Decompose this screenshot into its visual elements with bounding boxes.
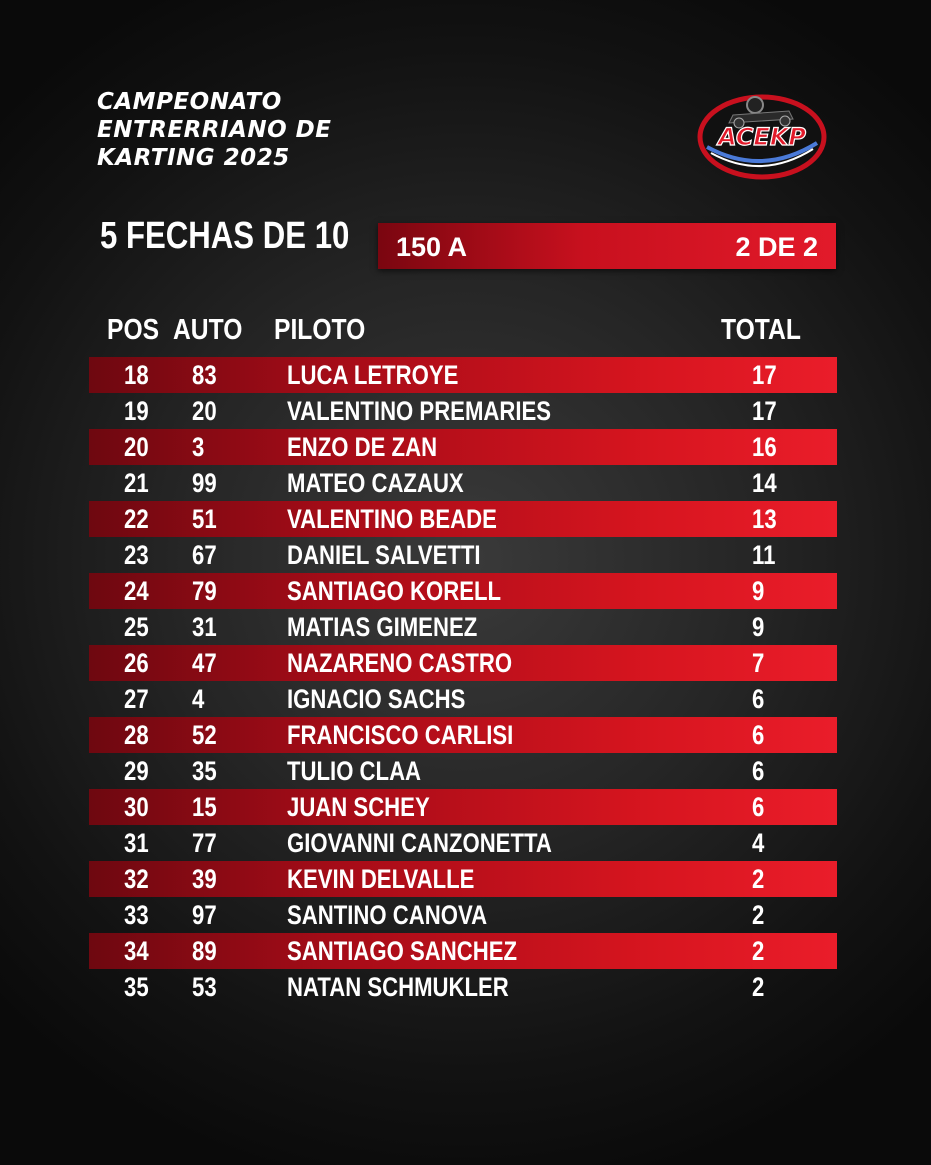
table-row xyxy=(0,537,931,573)
driver-name-cell: SANTIAGO KORELL xyxy=(287,576,502,606)
driver-name-cell: TULIO CLAA xyxy=(287,756,422,786)
points-total-cell: 9 xyxy=(752,576,765,606)
driver-name-cell: VALENTINO BEADE xyxy=(287,504,497,534)
points-total-cell: 17 xyxy=(752,396,777,426)
category-name: 150 A xyxy=(396,232,468,262)
table-row xyxy=(0,753,931,789)
position-cell: 19 xyxy=(124,396,149,426)
category-banner xyxy=(378,223,836,269)
position-cell: 28 xyxy=(124,720,149,750)
car-number-cell: 31 xyxy=(192,612,217,642)
driver-name-cell: NATAN SCHMUKLER xyxy=(287,972,509,1002)
position-cell: 30 xyxy=(124,792,149,822)
points-total-cell: 2 xyxy=(752,900,765,930)
car-number-cell: 89 xyxy=(192,936,217,966)
position-cell: 32 xyxy=(124,864,149,894)
logo-text: ACEKP xyxy=(717,123,807,151)
points-total-cell: 9 xyxy=(752,612,765,642)
position-cell: 31 xyxy=(124,828,149,858)
position-cell: 27 xyxy=(124,684,149,714)
header-pos: POS xyxy=(107,314,160,346)
points-total-cell: 2 xyxy=(752,972,765,1002)
car-number-cell: 97 xyxy=(192,900,217,930)
table-row xyxy=(0,393,931,429)
title-line-1: CAMPEONATO xyxy=(97,89,282,115)
car-number-cell: 53 xyxy=(192,972,217,1002)
driver-name-cell: SANTINO CANOVA xyxy=(287,900,488,930)
points-total-cell: 17 xyxy=(752,360,777,390)
driver-name-cell: MATIAS GIMENEZ xyxy=(287,612,478,642)
driver-name-cell: FRANCISCO CARLISI xyxy=(287,720,514,750)
car-number-cell: 52 xyxy=(192,720,217,750)
car-number-cell: 15 xyxy=(192,792,217,822)
car-number-cell: 35 xyxy=(192,756,217,786)
page-indicator: 2 DE 2 xyxy=(735,232,818,262)
table-row xyxy=(0,429,931,465)
car-number-cell: 51 xyxy=(192,504,217,534)
header-total: TOTAL xyxy=(721,314,801,346)
table-row xyxy=(0,825,931,861)
car-number-cell: 67 xyxy=(192,540,217,570)
driver-name-cell: NAZARENO CASTRO xyxy=(287,648,513,678)
driver-name-cell: MATEO CAZAUX xyxy=(287,468,464,498)
points-total-cell: 2 xyxy=(752,864,765,894)
points-total-cell: 13 xyxy=(752,504,777,534)
table-row xyxy=(0,645,931,681)
table-row xyxy=(0,573,931,609)
car-number-cell: 77 xyxy=(192,828,217,858)
table-row xyxy=(0,861,931,897)
car-number-cell: 4 xyxy=(192,684,205,714)
table-row xyxy=(0,465,931,501)
car-number-cell: 79 xyxy=(192,576,217,606)
points-total-cell: 6 xyxy=(752,756,765,786)
points-total-cell: 2 xyxy=(752,936,765,966)
position-cell: 29 xyxy=(124,756,149,786)
table-row xyxy=(0,789,931,825)
championship-title xyxy=(97,88,417,172)
table-row xyxy=(0,933,931,969)
points-total-cell: 6 xyxy=(752,792,765,822)
header-piloto: PILOTO xyxy=(274,314,366,346)
table-row xyxy=(0,501,931,537)
table-row xyxy=(0,897,931,933)
points-total-cell: 16 xyxy=(752,432,777,462)
driver-name-cell: SANTIAGO SANCHEZ xyxy=(287,936,518,966)
driver-name-cell: IGNACIO SACHS xyxy=(287,684,466,714)
table-row xyxy=(0,717,931,753)
position-cell: 18 xyxy=(124,360,149,390)
position-cell: 22 xyxy=(124,504,149,534)
car-number-cell: 99 xyxy=(192,468,217,498)
car-number-cell: 83 xyxy=(192,360,217,390)
points-total-cell: 14 xyxy=(752,468,777,498)
position-cell: 24 xyxy=(124,576,149,606)
position-cell: 23 xyxy=(124,540,149,570)
table-row xyxy=(0,681,931,717)
driver-name-cell: LUCA LETROYE xyxy=(287,360,459,390)
table-row xyxy=(0,969,931,1005)
position-cell: 33 xyxy=(124,900,149,930)
position-cell: 35 xyxy=(124,972,149,1002)
position-cell: 34 xyxy=(124,936,149,966)
title-line-3: KARTING 2025 xyxy=(97,145,290,171)
car-number-cell: 3 xyxy=(192,432,205,462)
position-cell: 21 xyxy=(124,468,149,498)
points-total-cell: 7 xyxy=(752,648,765,678)
karting-logo-icon xyxy=(693,85,831,185)
car-number-cell: 47 xyxy=(192,648,217,678)
title-line-2: ENTRERRIANO DE xyxy=(97,117,332,143)
table-row xyxy=(0,357,931,393)
position-cell: 20 xyxy=(124,432,149,462)
car-number-cell: 20 xyxy=(192,396,217,426)
driver-name-cell: GIOVANNI CANZONETTA xyxy=(287,828,552,858)
table-row xyxy=(0,609,931,645)
driver-name-cell: ENZO DE ZAN xyxy=(287,432,438,462)
position-cell: 25 xyxy=(124,612,149,642)
points-total-cell: 6 xyxy=(752,684,765,714)
driver-name-cell: DANIEL SALVETTI xyxy=(287,540,481,570)
points-total-cell: 4 xyxy=(752,828,765,858)
driver-name-cell: JUAN SCHEY xyxy=(287,792,430,822)
driver-name-cell: KEVIN DELVALLE xyxy=(287,864,475,894)
driver-name-cell: VALENTINO PREMARIES xyxy=(287,396,552,426)
car-number-cell: 39 xyxy=(192,864,217,894)
position-cell: 26 xyxy=(124,648,149,678)
points-total-cell: 11 xyxy=(752,540,776,570)
header-auto: AUTO xyxy=(173,314,243,346)
rounds-count: 5 FECHAS DE 10 xyxy=(100,215,350,257)
points-total-cell: 6 xyxy=(752,720,765,750)
